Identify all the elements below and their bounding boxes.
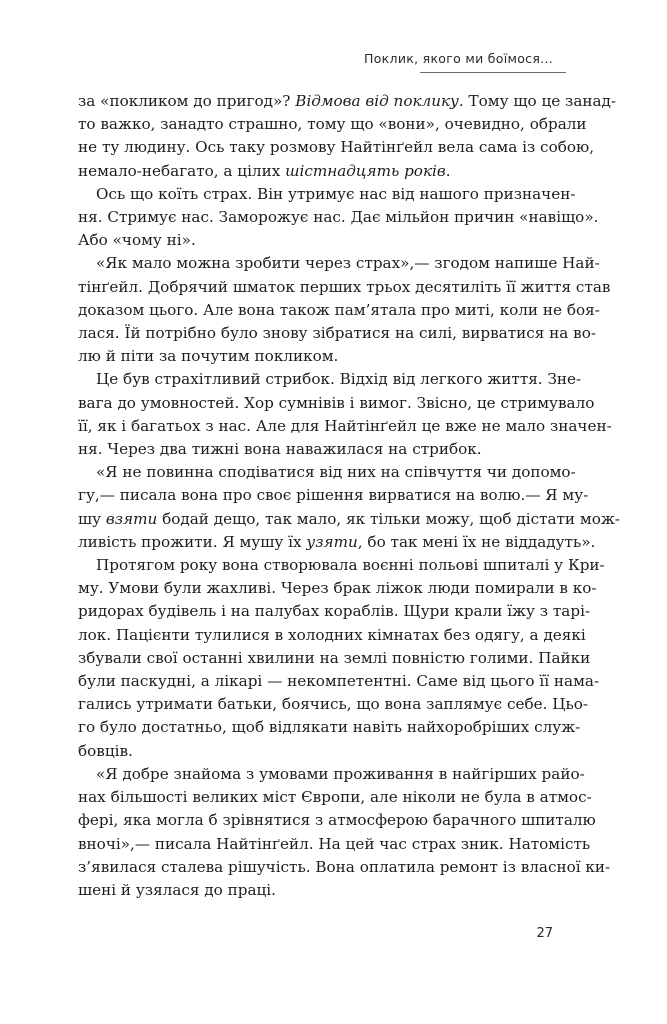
text-segment: «Я не повинна сподіватися від них на співчуття чи допомо- <box>96 463 576 482</box>
text-segment: за «покликом до пригод»? <box>78 92 296 110</box>
text-line <box>78 693 589 716</box>
text-segment: лок. Пацієнти тулилися в холодних кімнатах без одягу, а деякі <box>78 625 586 644</box>
text-line <box>78 113 587 136</box>
italic-text: узяти <box>306 532 358 551</box>
text-line <box>78 276 611 299</box>
text-line <box>78 508 620 531</box>
paragraph <box>78 252 611 368</box>
text-line <box>78 786 592 809</box>
text-line <box>78 322 597 345</box>
text-segment: немало-небагато, а цілих <box>78 161 286 180</box>
italic-text: Відмова від поклику. <box>295 92 464 110</box>
text-segment: доказом цього. Але вона також пам’ятала про миті, коли не боя- <box>78 300 600 319</box>
text-segment: вночі»,— писала Найтінґейл. На цей час страх зник. Натомість <box>78 834 591 853</box>
text-line <box>78 461 576 484</box>
paragraph <box>78 461 620 554</box>
text-segment: . <box>445 161 451 180</box>
text-segment: гу,— писала вона про своє рішення вирватися на волю.— Я му- <box>78 486 589 505</box>
text-line <box>78 438 571 461</box>
text-segment: , бо так мені їх не віддадуть». <box>357 532 596 551</box>
text-segment: ня. Через два тижні вона наважилася на стрибок. <box>78 440 482 459</box>
text-line <box>78 577 597 600</box>
text-segment: Протягом року вона створювала воєнні польові шпиталі у Кри- <box>96 556 605 575</box>
text-line <box>78 856 611 879</box>
text-line <box>78 484 589 507</box>
text-line <box>78 392 595 415</box>
text-line <box>78 763 585 786</box>
text-line <box>78 183 576 206</box>
text-line <box>78 299 600 322</box>
text-segment: «Як мало можна зробити через страх»,— згодом напише Най- <box>96 254 600 273</box>
text-segment: були паскудні, а лікарі — некомпетентні. Саме від цього її нама- <box>78 672 600 691</box>
text-line <box>78 600 591 623</box>
text-segment: ня. Стримує нас. Заморожує нас. Дає мільйон причин «навіщо». <box>78 208 599 227</box>
text-segment: не ту людину. Ось таку розмову Найтінґейл вела сама із собою, <box>78 138 595 157</box>
text-line <box>78 229 571 252</box>
text-segment: тінґейл. Добрячий шматок перших трьох десятиліть її життя став <box>78 277 611 296</box>
text-segment: вага до умовностей. Хор сумнівів і вимог. Звісно, це стримувало <box>78 393 595 412</box>
paragraph <box>78 368 612 461</box>
italic-text: шістнадцять років <box>285 161 446 180</box>
text-line <box>78 345 571 368</box>
text-line <box>78 415 612 438</box>
text-segment: лася. Їй потрібно було знову зібратися на силі, вирватися на во- <box>78 324 597 343</box>
text-segment: бовців. <box>78 741 133 760</box>
text-line <box>78 809 596 832</box>
text-segment: гались утримати батьки, боячись, що вона заплямує себе. Цьо- <box>78 695 589 714</box>
text-line <box>78 879 571 902</box>
text-segment: нах більшості великих міст Європи, але ніколи не була в атмос- <box>78 788 592 807</box>
text-segment: збували свої останні хвилини на землі повністю голими. Пайки <box>78 648 591 667</box>
italic-text: взяти <box>105 509 158 528</box>
text-segment: му. Умови були жахливі. Через брак ліжок люди помирали в ко- <box>78 579 597 598</box>
text-line <box>78 252 600 275</box>
text-segment: Тому що це занад- <box>463 92 617 110</box>
running-head: Поклик, якого ми боїмося... <box>364 51 553 66</box>
text-segment: Ось що коїть страх. Він утримує нас від нашого призначен- <box>96 184 576 203</box>
text-segment: бодай дещо, так мало, як тільки можу, щоб дістати мож- <box>157 509 620 528</box>
text-line <box>78 740 571 763</box>
text-line <box>78 716 581 739</box>
text-segment: її, як і багатьох з нас. Але для Найтінґейл це вже не мало значен- <box>78 416 612 435</box>
paragraph <box>78 763 611 902</box>
text-line <box>78 136 595 159</box>
text-segment: шені й узялася до праці. <box>78 880 276 899</box>
text-segment: то важко, занадто страшно, тому що «вони», очевидно, обрали <box>78 115 587 134</box>
text-line <box>78 160 571 183</box>
text-line <box>78 531 596 554</box>
text-segment: Або «чому ні». <box>78 231 196 250</box>
text-segment: го було достатньо, щоб відлякати навіть найхоробріших служ- <box>78 718 581 737</box>
text-line <box>78 833 591 856</box>
text-line <box>78 624 586 647</box>
body-text <box>78 90 620 902</box>
text-line <box>78 647 591 670</box>
text-segment: з’явилася сталева рішучість. Вона оплатила ремонт із власної ки- <box>78 857 611 876</box>
text-line <box>78 368 582 391</box>
text-line <box>78 90 617 113</box>
text-line <box>78 554 605 577</box>
text-segment: «Я добре знайома з умовами проживання в найгірших райо- <box>96 764 585 783</box>
running-head-rule <box>420 72 566 73</box>
text-segment: шу <box>78 509 106 528</box>
paragraph <box>78 554 605 763</box>
text-segment: фері, яка могла б зрівнятися з атмосферою барачного шпиталю <box>78 811 596 830</box>
text-segment: лю й піти за почутим покликом. <box>78 347 339 366</box>
paragraph <box>78 90 617 183</box>
page-number: 27 <box>536 926 553 941</box>
text-line <box>78 670 600 693</box>
text-segment: ливість прожити. Я мушу їх <box>78 532 307 551</box>
paragraph <box>78 183 599 253</box>
text-segment: ридорах будівель і на палубах кораблів. Щури крали їжу з тарі- <box>78 602 591 621</box>
text-segment: Це був страхітливий стрибок. Відхід від легкого життя. Зне- <box>96 370 582 389</box>
text-line <box>78 206 599 229</box>
